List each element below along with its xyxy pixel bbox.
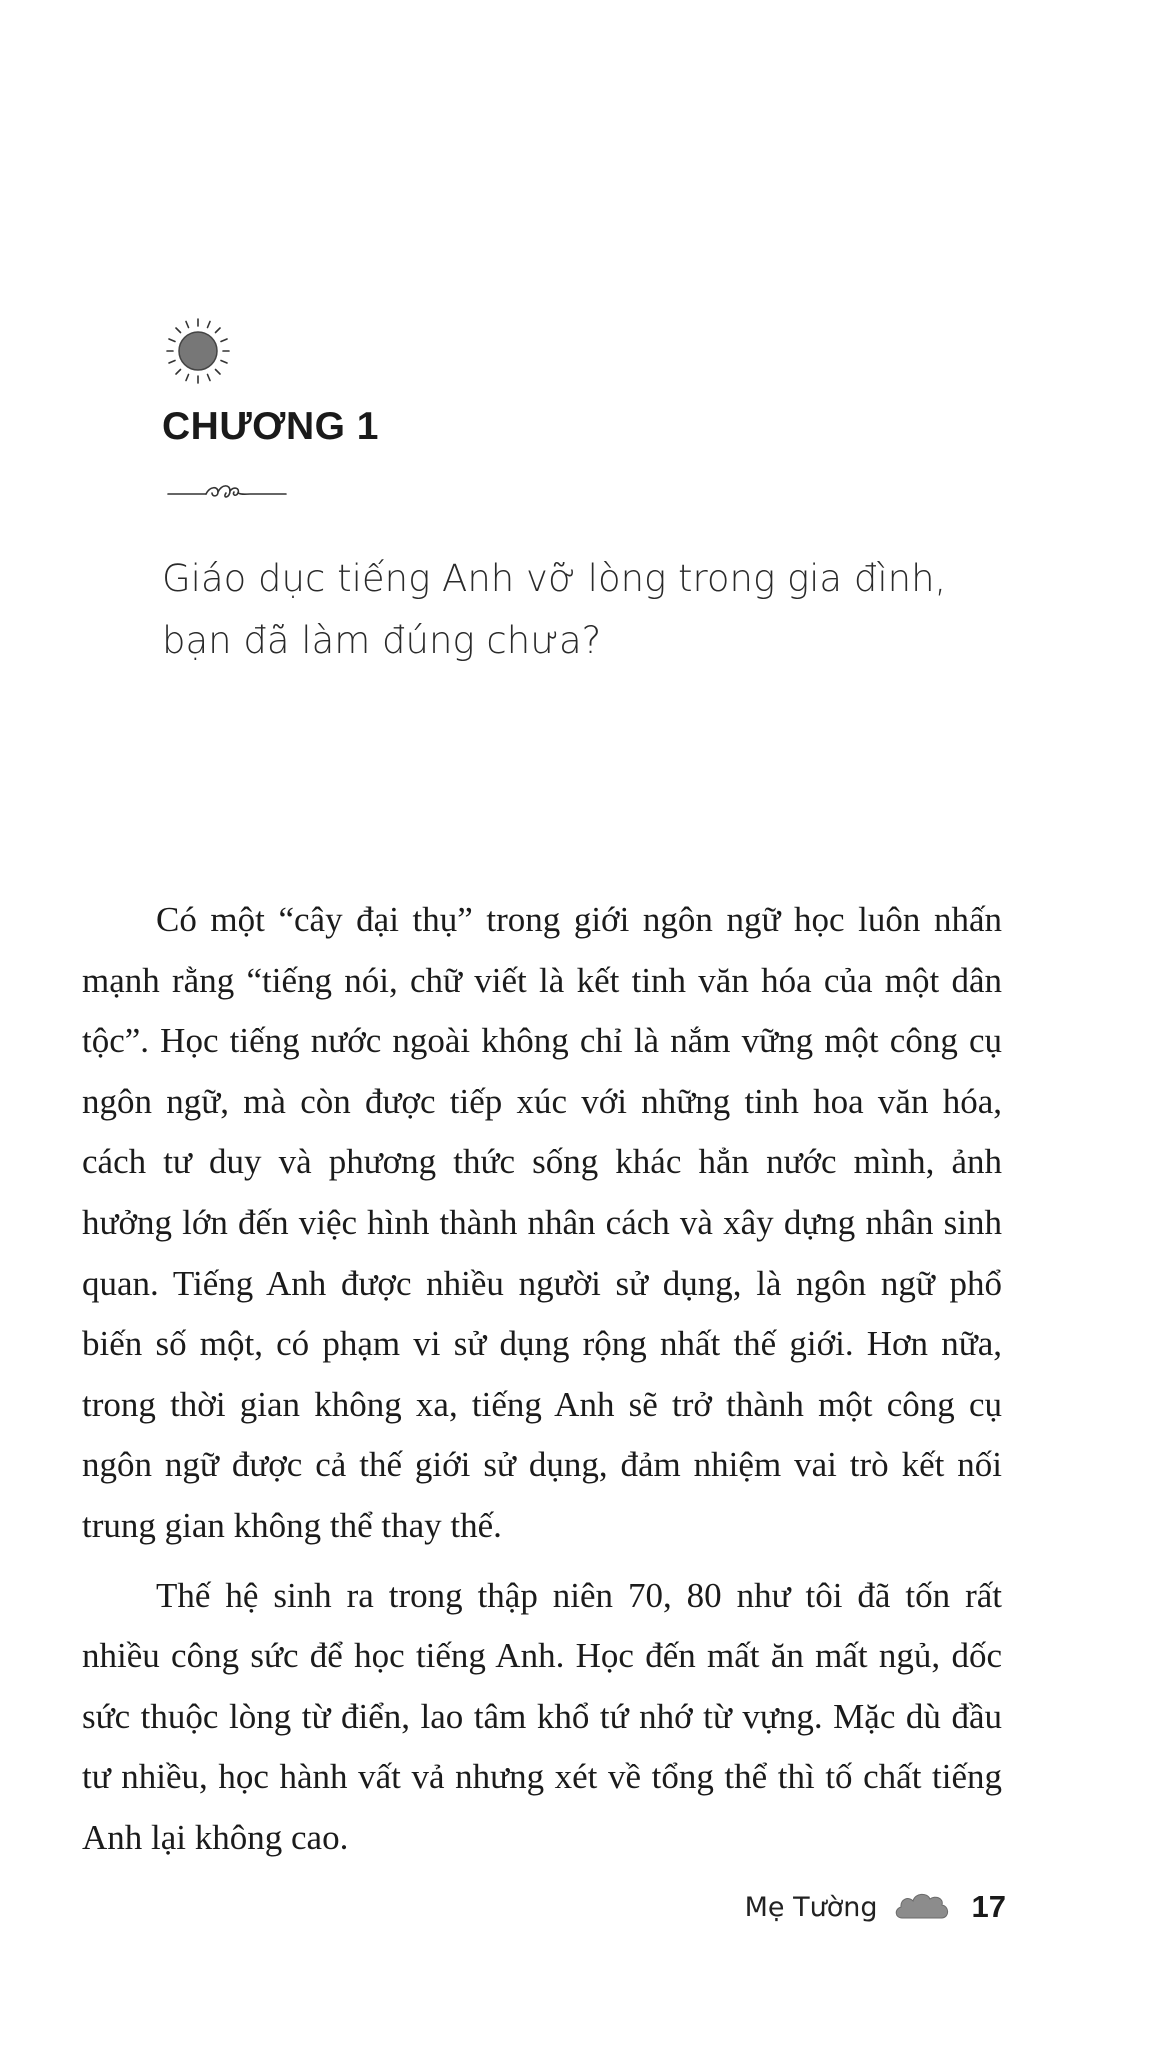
- page-number: 17: [971, 1889, 1006, 1924]
- sun-icon: [162, 315, 234, 387]
- flourish-icon: [166, 480, 288, 504]
- paragraph: Thế hệ sinh ra trong thập niên 70, 80 như tôi đã tốn rất nhiều công sức để học tiếng Anh. Học đến mất ăn mất ngủ, dốc sức thuộc lòng từ điển, lao tâm khổ tứ nhớ từ vựng. Mặc dù đầu tư nhiều, học hành vất vả nhưng xét về tổng thể thì tố chất tiếng Anh lại không cao.: [82, 1575, 1002, 1857]
- chapter-title-line: Giáo dục tiếng Anh vỡ lòng trong gia đình,: [162, 557, 947, 600]
- running-head: Mẹ Tường: [744, 1891, 878, 1923]
- cloud-icon: [892, 1888, 952, 1926]
- page-footer: [745, 1885, 1006, 1929]
- chapter-label: CHƯƠNG 1: [162, 405, 379, 448]
- chapter-title: [162, 548, 1022, 672]
- body-text: [82, 890, 1002, 1878]
- paragraph: Có một “cây đại thụ” trong giới ngôn ngữ học luôn nhấn mạnh rằng “tiếng nói, chữ viết là kết tinh văn hóa của một dân tộc”. Học tiếng nước ngoài không chỉ là nắm vững một công cụ ngôn ngữ, mà còn được tiếp xúc với những tinh hoa văn hóa, cách tư duy và phương thức sống khác hẳn nước mình, ảnh hưởng lớn đến việc hình thành nhân cách và xây dựng nhân sinh quan. Tiếng Anh được nhiều người sử dụng, là ngôn ngữ phổ biến số một, có phạm vi sử dụng rộng nhất thế giới. Hơn nữa, trong thời gian không xa, tiếng Anh sẽ trở thành một công cụ ngôn ngữ được cả thế giới sử dụng, đảm nhiệm vai trò kết nối trung gian không thể thay thế.: [82, 900, 1002, 1545]
- chapter-title-line: bạn đã làm đúng chưa?: [162, 619, 602, 662]
